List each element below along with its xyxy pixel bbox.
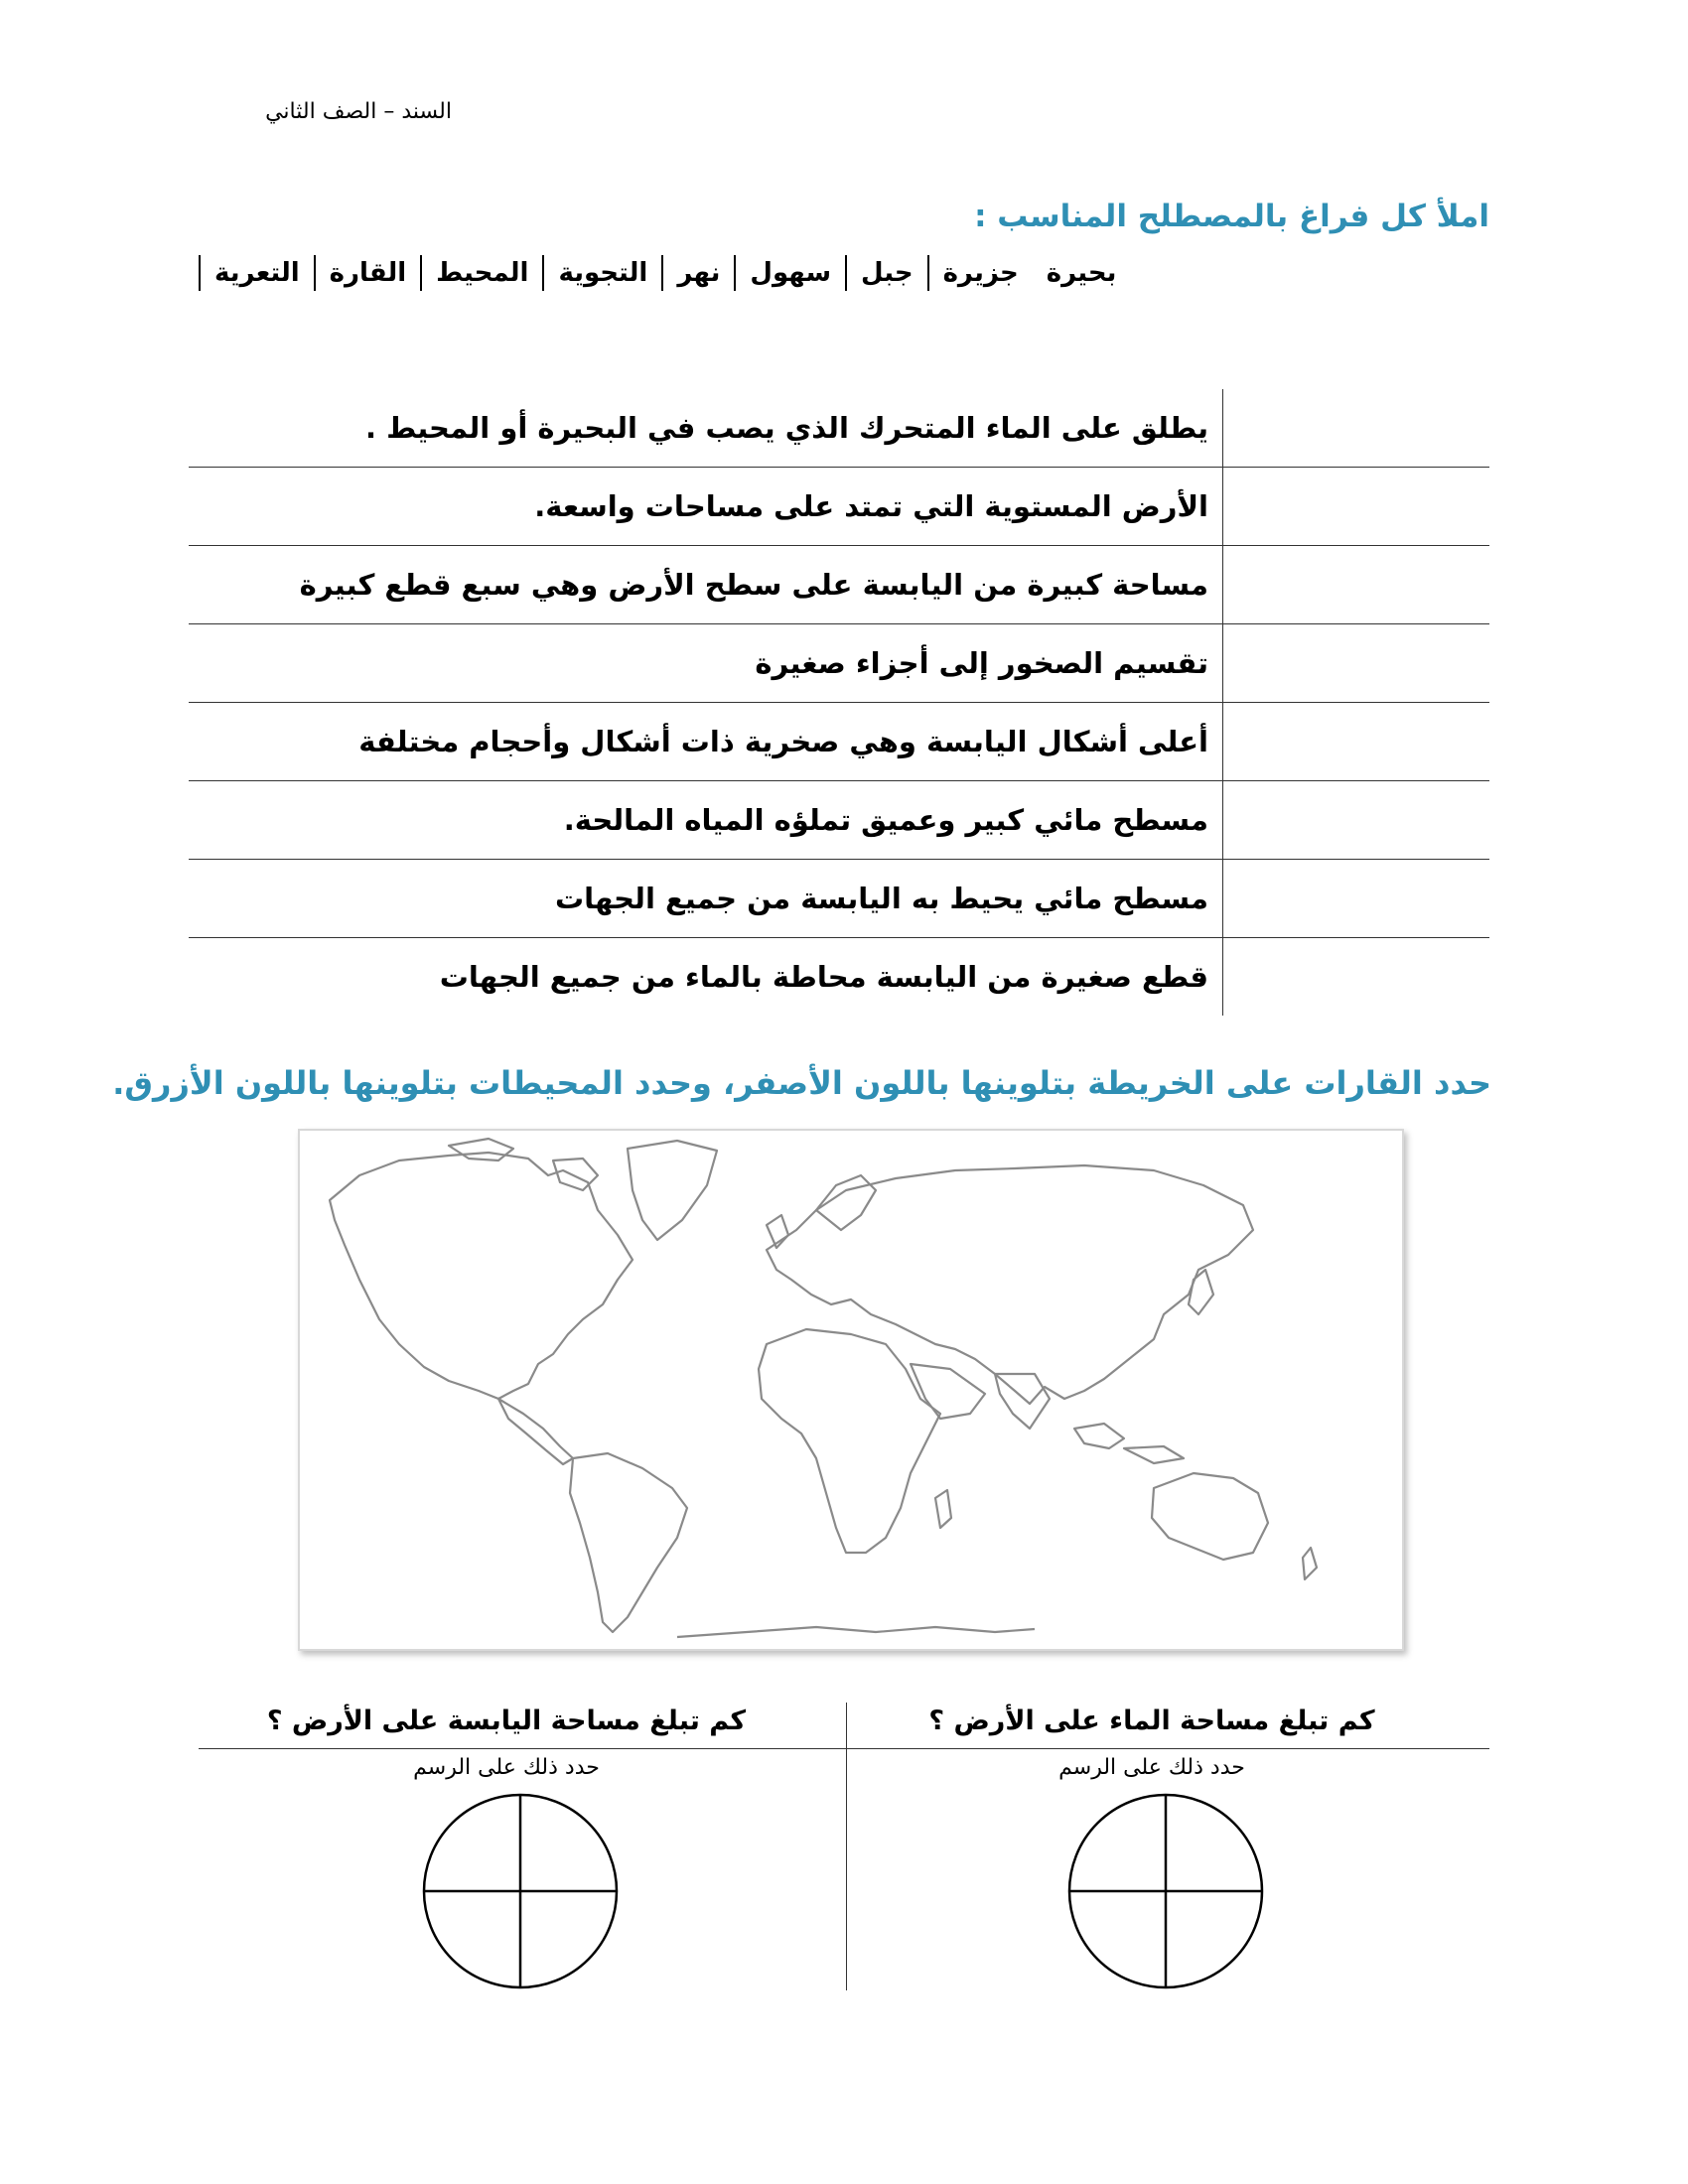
answer-blank[interactable] bbox=[1223, 781, 1490, 860]
central-america-outline bbox=[498, 1399, 573, 1464]
answer-blank[interactable] bbox=[1223, 468, 1490, 546]
answer-blank[interactable] bbox=[1223, 703, 1490, 781]
antarctica-outline bbox=[677, 1627, 1035, 1637]
word-bank-item: جبل bbox=[845, 255, 927, 291]
africa-outline bbox=[759, 1329, 940, 1553]
definitions-table bbox=[189, 389, 1489, 1016]
section1-title: املأ كل فراغ بالمصطلح المناسب : bbox=[974, 199, 1489, 234]
water-area-question: كم تبلغ مساحة الماء على الأرض ؟ bbox=[928, 1706, 1375, 1736]
word-bank-item: بحيرة bbox=[1046, 258, 1117, 288]
answer-blank[interactable] bbox=[1223, 624, 1490, 703]
word-bank-item: نهر bbox=[661, 255, 734, 291]
word-bank-item: المحيط bbox=[420, 255, 542, 291]
table-row bbox=[189, 703, 1489, 781]
definition-text: الأرض المستوية التي تمتد على مساحات واسعة. bbox=[189, 468, 1223, 546]
madagascar-outline bbox=[935, 1490, 951, 1528]
table-row bbox=[189, 546, 1489, 624]
scandinavia-outline bbox=[816, 1175, 876, 1230]
southeast-asia-islands-outline bbox=[1074, 1424, 1124, 1448]
table-row bbox=[189, 781, 1489, 860]
south-america-outline bbox=[570, 1453, 687, 1632]
quartered-circle-icon bbox=[1066, 1792, 1265, 1990]
water-area-circle[interactable] bbox=[1066, 1792, 1265, 1990]
word-bank-item: سهول bbox=[734, 255, 845, 291]
baffin-island-outline bbox=[553, 1159, 598, 1190]
definition-text: أعلى أشكال اليابسة وهي صخرية ذات أشكال وأحجام مختلفة bbox=[189, 703, 1223, 781]
table-row bbox=[189, 860, 1489, 938]
world-map-outline bbox=[300, 1131, 1402, 1649]
definition-text: يطلق على الماء المتحرك الذي يصب في البحيرة أو المحيط . bbox=[365, 411, 1208, 445]
world-map[interactable] bbox=[298, 1129, 1404, 1651]
indonesia-outline bbox=[1124, 1446, 1184, 1463]
table-row bbox=[189, 624, 1489, 703]
new-zealand-outline bbox=[1303, 1548, 1317, 1579]
word-bank-item: التجوية bbox=[542, 255, 661, 291]
table-row bbox=[189, 468, 1489, 546]
australia-outline bbox=[1152, 1473, 1268, 1560]
word-bank-item: التعرية bbox=[199, 255, 314, 291]
land-area-hint: حدد ذلك على الرسم bbox=[413, 1755, 600, 1780]
page-header-title: السند – الصف الثاني bbox=[265, 99, 452, 124]
definition-text: مساحة كبيرة من اليابسة على سطح الأرض وهي سبع قطع كبيرة bbox=[189, 546, 1223, 624]
table-row bbox=[189, 389, 1489, 468]
word-bank-item: القارة bbox=[314, 255, 420, 291]
answer-blank[interactable] bbox=[1223, 389, 1490, 468]
arctic-islands-outline bbox=[449, 1139, 513, 1160]
answer-blank[interactable] bbox=[1223, 938, 1490, 1017]
arabia-outline bbox=[911, 1364, 985, 1419]
land-area-question: كم تبلغ مساحة اليابسة على الأرض ؟ bbox=[266, 1706, 747, 1736]
answer-blank[interactable] bbox=[1223, 546, 1490, 624]
water-area-hint: حدد ذلك على الرسم bbox=[1058, 1755, 1245, 1780]
eurasia-outline bbox=[767, 1165, 1253, 1404]
japan-outline bbox=[1189, 1270, 1213, 1314]
section2-title: حدد القارات على الخريطة بتلوينها باللون الأصفر، وحدد المحيطات بتلوينها باللون الأزرق. bbox=[112, 1064, 1491, 1102]
land-area-circle[interactable] bbox=[421, 1792, 620, 1990]
definition-text: تقسيم الصخور إلى أجزاء صغيرة bbox=[189, 624, 1223, 703]
definition-text: مسطح مائي يحيط به اليابسة من جميع الجهات bbox=[189, 860, 1223, 938]
greenland-outline bbox=[628, 1141, 717, 1240]
word-bank bbox=[199, 253, 1489, 293]
north-america-outline bbox=[330, 1153, 633, 1399]
definition-text: قطع صغيرة من اليابسة محاطة بالماء من جميع الجهات bbox=[189, 938, 1223, 1017]
word-bank-item: جزيرة bbox=[927, 255, 1033, 291]
definition-text: مسطح مائي كبير وعميق تملؤه المياه المالحة. bbox=[189, 781, 1223, 860]
quartered-circle-icon bbox=[421, 1792, 620, 1990]
questions-divider-line bbox=[199, 1748, 1489, 1749]
answer-blank[interactable] bbox=[1223, 860, 1490, 938]
table-row bbox=[189, 938, 1489, 1017]
questions-column-divider bbox=[846, 1703, 847, 1990]
